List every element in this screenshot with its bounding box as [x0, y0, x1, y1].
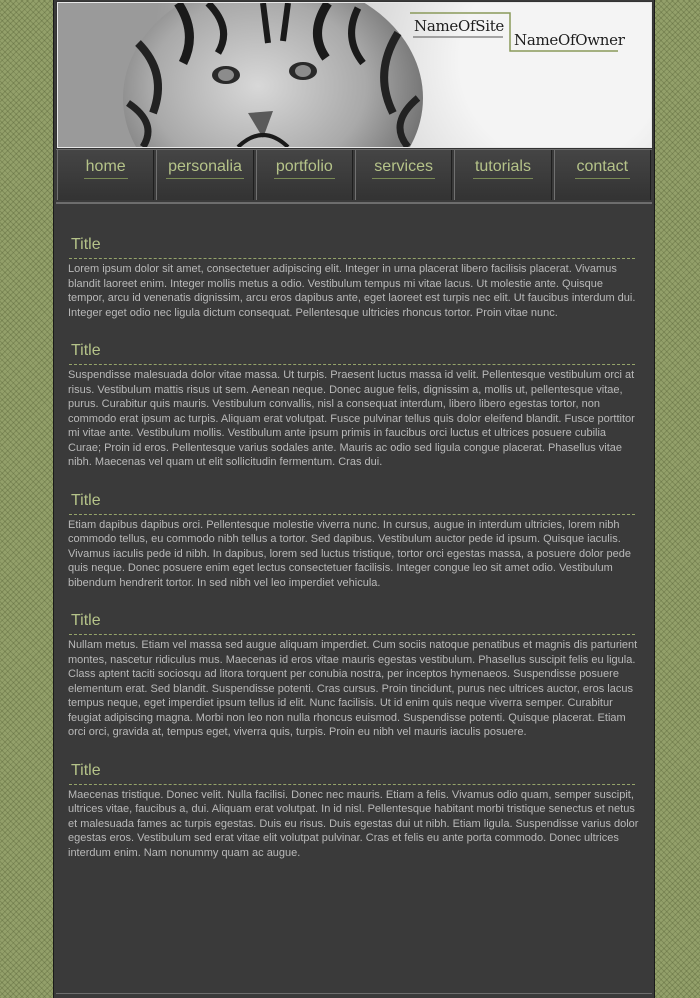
post — [67, 488, 639, 591]
post — [67, 338, 639, 470]
page-container — [53, 0, 655, 998]
post-title: Title — [69, 758, 635, 785]
tiger-banner-image — [58, 3, 651, 147]
site-name[interactable]: NameOfSite — [414, 17, 504, 35]
divider — [56, 203, 652, 204]
post-body: Nullam metus. Etiam vel massa sed augue aliquam imperdiet. Cum sociis natoque penatibus et magnis dis parturient montes, nascetur ridiculus mus. Maecenas id eros vitae mauris egestas vestibulum. Phasellus suscipit felis eu ligula. Class aptent taciti sociosqu ad litora torquent per conubia nostra, per inceptos hymenaeos. Suspendisse posuere elementum erat. Sed blandit. Suspendisse potenti. Cras cursus. Proin tincidunt, purus nec ultrices auctor, eros lacus tempus neque, eget imperdiet ipsum tellus id elit. Nunc facilisis. Ut id enim quis neque viverra semper. Curabitur feugiat adipiscing magna. Morbi non leo non nulla rhoncus euismod. Suspendisse potenti. Quisque placerat. Etiam orci orci, gravida at, tempus eget, viverra quis, turpis. Proin eu nibh vel mauris iaculis posuere. — [68, 639, 638, 738]
nav-item-personalia[interactable] — [156, 150, 253, 200]
post — [67, 608, 639, 740]
main-nav — [56, 149, 652, 203]
nav-item-tutorials[interactable] — [454, 150, 551, 200]
header-banner — [57, 2, 652, 148]
nav-label: contact — [575, 158, 631, 179]
post-body: Suspendisse malesuada dolor vitae massa. Ut turpis. Praesent luctus massa id velit. Pellentesque vestibulum orci at risus. Vestibulum mattis risus ut sem. Aenean neque. Donec augue felis, dignissim a, mollis ut, pellentesque vitae, purus. Curabitur quis mauris. Vestibulum convallis, nisl a consequat interdum, libero libero egestas tortor, non commodo erat ipsum ac turpis. Aliquam erat volutpat. Fusce pulvinar tellus quis dolor eleifend blandit. Fusce porttitor mi vitae ante. Vestibulum mollis. Vestibulum ante ipsum primis in faucibus orci luctus et ultrices posuere cubilia Curae; Proin id eros. Pellentesque varius sodales ante. Mauris ac odio sed ligula congue placerat. Phasellus vitae nibh. Maecenas vel quam ut elit sollicitudin fermentum. Cras dui. — [68, 369, 635, 468]
post-body: Maecenas tristique. Donec velit. Nulla facilisi. Donec nec mauris. Etiam a felis. Vivamus odio quam, semper suscipit, ultrices vitae, faucibus a, dui. Aliquam erat volutpat. In id nisl. Pellentesque habitant morbi tristique senectus et netus et malesuada fames ac turpis egestas. Duis eu risus. Duis egestas dui ut nibh. Etiam ligula. Suspendisse varius dolor egestas eros. Vestibulum sed erat vitae elit volutpat pulvinar. Cras et felis eu ante porta commodo. Donec ultrices interdum enim. Nam nonummy quam ac augue. — [68, 788, 639, 859]
nav-label: services — [372, 158, 435, 179]
post-body: Lorem ipsum dolor sit amet, consectetuer adipiscing elit. Integer in urna placerat libero facilisis placerat. Vivamus blandit laoreet enim. Integer mollis metus a odio. Vestibulum tempus mi vitae lacus. Ut molestie ante. Quisque tempor, arcu id venenatis dignissim, arcu eros dapibus ante, eget laoreet est turpis nec elit. Ut faucibus interdum dui. Integer eget odio nec ligula dictum consequat. Pellentesque ultricies rhoncus tortor. Proin vitae nunc. — [68, 263, 636, 319]
nav-item-portfolio[interactable] — [256, 150, 353, 200]
main-content — [67, 232, 639, 878]
post-title: Title — [69, 338, 635, 365]
post — [67, 232, 639, 320]
nav-label: home — [84, 158, 128, 179]
footer-divider — [56, 993, 652, 994]
post-title: Title — [69, 232, 635, 259]
post-title: Title — [69, 488, 635, 515]
nav-item-contact[interactable] — [554, 150, 651, 200]
nav-item-home[interactable] — [57, 150, 154, 200]
nav-label: personalia — [166, 158, 244, 179]
nav-label: portfolio — [274, 158, 335, 179]
post-title: Title — [69, 608, 635, 635]
owner-name: NameOfOwner — [514, 31, 625, 49]
nav-item-services[interactable] — [355, 150, 452, 200]
post-body: Etiam dapibus dapibus orci. Pellentesque molestie viverra nunc. In cursus, augue in interdum ultricies, lorem nibh commodo tellus, eu commodo nibh tellus a tortor. Sed dapibus. Vestibulum auctor pede id ipsum. Quisque iaculis. Vivamus iaculis pede id nibh. In dapibus, lorem sed luctus tristique, tortor orci egestas massa, a posuere dolor pede quis neque. Donec posuere enim eget lectus consectetuer facilisis. Integer congue leo sit amet odio. Vestibulum bibendum hendrerit tortor. In sed nibh vel leo imperdiet vehicula. — [68, 518, 631, 589]
nav-label: tutorials — [473, 158, 533, 179]
post — [67, 758, 639, 861]
